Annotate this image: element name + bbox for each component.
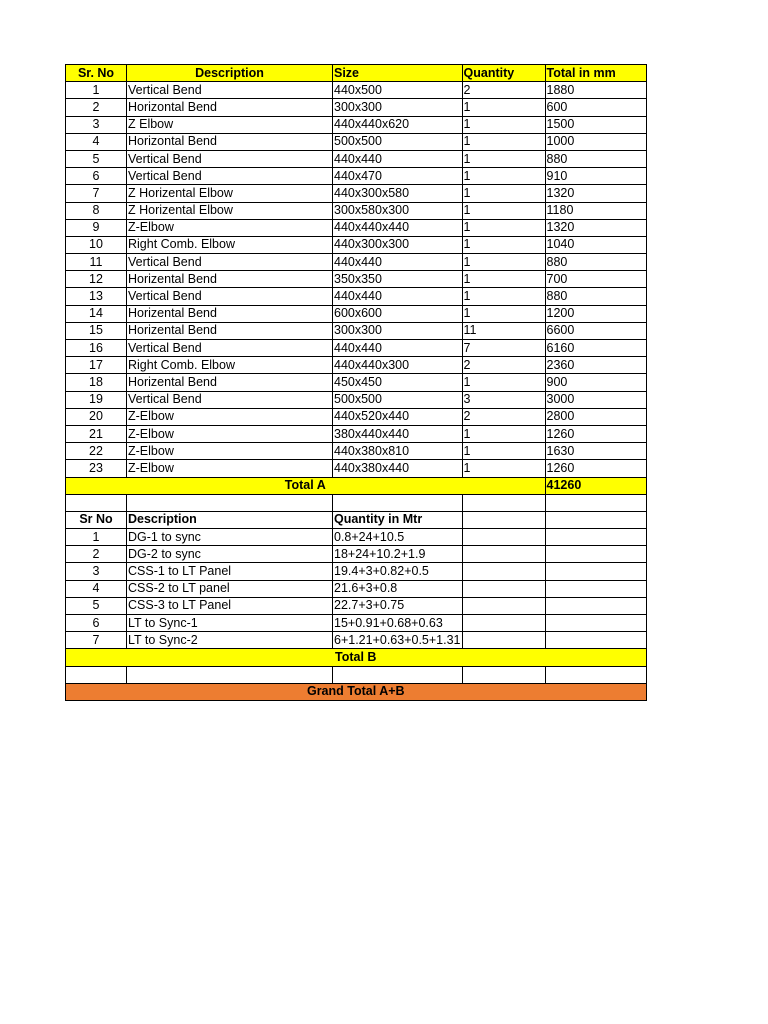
description-cell[interactable]: Horizontal Bend: [127, 99, 333, 116]
description-cell[interactable]: DG-1 to sync: [127, 529, 333, 546]
quantity-cell[interactable]: 1: [462, 236, 545, 253]
quantity-mtr-cell[interactable]: 19.4+3+0.82+0.5: [333, 563, 463, 580]
description-cell[interactable]: Z Horizental Elbow: [127, 185, 333, 202]
total-mm-cell[interactable]: 1200: [545, 305, 646, 322]
sr-no-cell[interactable]: 17: [66, 357, 127, 374]
table-row: [66, 219, 647, 236]
quantity-cell[interactable]: 2: [462, 408, 545, 425]
quantity-mtr-cell[interactable]: 21.6+3+0.8: [333, 580, 463, 597]
description-cell[interactable]: CSS-3 to LT Panel: [127, 597, 333, 614]
table-row: [66, 546, 647, 563]
description-cell[interactable]: Horizental Bend: [127, 305, 333, 322]
description-cell[interactable]: Right Comb. Elbow: [127, 236, 333, 253]
table-row: [66, 460, 647, 477]
total-mm-cell[interactable]: 6160: [545, 340, 646, 357]
table-row: [66, 615, 647, 632]
description-cell[interactable]: Z-Elbow: [127, 408, 333, 425]
description-cell[interactable]: Horizontal Bend: [127, 133, 333, 150]
table-row: [66, 580, 647, 597]
total-mm-cell[interactable]: 1630: [545, 443, 646, 460]
sr-no-cell[interactable]: 5: [66, 150, 127, 167]
empty-cell[interactable]: [462, 529, 545, 546]
table-row: [66, 443, 647, 460]
empty-cell[interactable]: [545, 546, 646, 563]
empty-cell[interactable]: [462, 563, 545, 580]
description-cell[interactable]: Vertical Bend: [127, 254, 333, 271]
quantity-cell[interactable]: 1: [462, 219, 545, 236]
sr-no-cell[interactable]: 23: [66, 460, 127, 477]
table-row: [66, 99, 647, 116]
description-cell[interactable]: Vertical Bend: [127, 168, 333, 185]
sr-no-cell[interactable]: 4: [66, 133, 127, 150]
sr-no-cell[interactable]: 2: [66, 546, 127, 563]
quantity-mtr-cell[interactable]: 15+0.91+0.68+0.63: [333, 615, 463, 632]
description-cell[interactable]: LT to Sync-2: [127, 632, 333, 649]
size-cell[interactable]: 350x350: [333, 271, 463, 288]
empty-cell[interactable]: [462, 666, 545, 683]
total-mm-cell[interactable]: 1880: [545, 82, 646, 99]
total-mm-cell[interactable]: 1500: [545, 116, 646, 133]
quantity-cell[interactable]: 1: [462, 133, 545, 150]
empty-cell[interactable]: [462, 632, 545, 649]
header-cell[interactable]: Description: [127, 65, 333, 82]
quantity-mtr-cell[interactable]: 22.7+3+0.75: [333, 597, 463, 614]
quantity-cell[interactable]: 1: [462, 150, 545, 167]
quantity-cell[interactable]: 1: [462, 288, 545, 305]
size-cell[interactable]: 300x580x300: [333, 202, 463, 219]
table-row: [66, 116, 647, 133]
sr-no-cell[interactable]: 2: [66, 99, 127, 116]
size-cell[interactable]: 440x380x810: [333, 443, 463, 460]
total-mm-cell[interactable]: 1260: [545, 460, 646, 477]
table-row: [66, 597, 647, 614]
sr-no-cell[interactable]: 1: [66, 529, 127, 546]
quantity-mtr-cell[interactable]: 0.8+24+10.5: [333, 529, 463, 546]
size-cell[interactable]: 440x520x440: [333, 408, 463, 425]
header-cell[interactable]: Sr No: [66, 511, 127, 528]
sr-no-cell[interactable]: 22: [66, 443, 127, 460]
table-row: [66, 168, 647, 185]
sr-no-cell[interactable]: 3: [66, 116, 127, 133]
header-cell[interactable]: Sr. No: [66, 65, 127, 82]
quantity-cell[interactable]: 1: [462, 374, 545, 391]
empty-cell[interactable]: [462, 511, 545, 528]
total-b-row: [66, 649, 647, 666]
quantity-cell[interactable]: 1: [462, 305, 545, 322]
empty-cell[interactable]: [545, 597, 646, 614]
empty-cell[interactable]: [462, 597, 545, 614]
sr-no-cell[interactable]: 19: [66, 391, 127, 408]
total-a-row: [66, 477, 647, 494]
quantity-cell[interactable]: 1: [462, 185, 545, 202]
quantity-cell[interactable]: 1: [462, 425, 545, 442]
sr-no-cell[interactable]: 18: [66, 374, 127, 391]
sr-no-cell[interactable]: 12: [66, 271, 127, 288]
sr-no-cell[interactable]: 9: [66, 219, 127, 236]
description-cell[interactable]: Right Comb. Elbow: [127, 357, 333, 374]
quantity-cell[interactable]: 11: [462, 322, 545, 339]
sr-no-cell[interactable]: 1: [66, 82, 127, 99]
table-row: [66, 391, 647, 408]
quantity-cell[interactable]: 1: [462, 460, 545, 477]
table-row: [66, 357, 647, 374]
size-cell[interactable]: 440x380x440: [333, 460, 463, 477]
total-mm-cell[interactable]: 3000: [545, 391, 646, 408]
size-cell[interactable]: 440x440x440: [333, 219, 463, 236]
description-cell[interactable]: Vertical Bend: [127, 391, 333, 408]
quantity-cell[interactable]: 7: [462, 340, 545, 357]
total-mm-cell[interactable]: 880: [545, 254, 646, 271]
size-cell[interactable]: 440x440: [333, 254, 463, 271]
size-cell[interactable]: 440x440: [333, 288, 463, 305]
sr-no-cell[interactable]: 5: [66, 597, 127, 614]
sr-no-cell[interactable]: 6: [66, 615, 127, 632]
size-cell[interactable]: 450x450: [333, 374, 463, 391]
table-row: [66, 305, 647, 322]
table-row: [66, 288, 647, 305]
total-mm-cell[interactable]: 2800: [545, 408, 646, 425]
empty-cell[interactable]: [333, 494, 463, 511]
size-cell[interactable]: 500x500: [333, 391, 463, 408]
description-cell[interactable]: Vertical Bend: [127, 150, 333, 167]
total-b-label[interactable]: Total B: [66, 649, 647, 666]
table-row: [66, 254, 647, 271]
description-cell[interactable]: CSS-2 to LT panel: [127, 580, 333, 597]
sr-no-cell[interactable]: 14: [66, 305, 127, 322]
sr-no-cell[interactable]: 20: [66, 408, 127, 425]
empty-cell[interactable]: [333, 666, 463, 683]
total-mm-cell[interactable]: 6600: [545, 322, 646, 339]
description-cell[interactable]: Z Elbow: [127, 116, 333, 133]
spreadsheet-table: [65, 64, 647, 701]
quantity-cell[interactable]: 1: [462, 202, 545, 219]
description-cell[interactable]: CSS-1 to LT Panel: [127, 563, 333, 580]
description-cell[interactable]: Z-Elbow: [127, 460, 333, 477]
sr-no-cell[interactable]: 6: [66, 168, 127, 185]
total-mm-cell[interactable]: 900: [545, 374, 646, 391]
table-row: [66, 133, 647, 150]
empty-cell[interactable]: [545, 632, 646, 649]
header-cell[interactable]: Total in mm: [545, 65, 646, 82]
quantity-cell[interactable]: 2: [462, 357, 545, 374]
total-mm-cell[interactable]: 1180: [545, 202, 646, 219]
sr-no-cell[interactable]: 8: [66, 202, 127, 219]
empty-cell[interactable]: [462, 615, 545, 632]
total-mm-cell[interactable]: 2360: [545, 357, 646, 374]
header-row-a: [66, 65, 647, 82]
description-cell[interactable]: Vertical Bend: [127, 288, 333, 305]
total-mm-cell[interactable]: 1320: [545, 219, 646, 236]
header-cell[interactable]: Quantity in Mtr: [333, 511, 463, 528]
size-cell[interactable]: 440x440x620: [333, 116, 463, 133]
blank-row: [66, 494, 647, 511]
description-cell[interactable]: Horizental Bend: [127, 271, 333, 288]
size-cell[interactable]: 440x440: [333, 150, 463, 167]
size-cell[interactable]: 440x440x300: [333, 357, 463, 374]
empty-cell[interactable]: [462, 580, 545, 597]
quantity-mtr-cell[interactable]: 18+24+10.2+1.9: [333, 546, 463, 563]
table-row: [66, 185, 647, 202]
quantity-cell[interactable]: 1: [462, 116, 545, 133]
empty-cell[interactable]: [545, 615, 646, 632]
description-cell[interactable]: LT to Sync-1: [127, 615, 333, 632]
table-row: [66, 340, 647, 357]
quantity-cell[interactable]: 1: [462, 168, 545, 185]
header-cell[interactable]: Size: [333, 65, 463, 82]
total-mm-cell[interactable]: 1000: [545, 133, 646, 150]
empty-cell[interactable]: [545, 666, 646, 683]
quantity-mtr-cell[interactable]: 6+1.21+0.63+0.5+1.31: [333, 632, 463, 649]
empty-cell[interactable]: [462, 494, 545, 511]
sr-no-cell[interactable]: 7: [66, 632, 127, 649]
description-cell[interactable]: DG-2 to sync: [127, 546, 333, 563]
description-cell[interactable]: Horizental Bend: [127, 374, 333, 391]
size-cell[interactable]: 600x600: [333, 305, 463, 322]
table-row: [66, 374, 647, 391]
table-row: [66, 202, 647, 219]
quantity-cell[interactable]: 1: [462, 99, 545, 116]
description-cell[interactable]: Z-Elbow: [127, 219, 333, 236]
sr-no-cell[interactable]: 13: [66, 288, 127, 305]
empty-cell[interactable]: [545, 511, 646, 528]
sr-no-cell[interactable]: 16: [66, 340, 127, 357]
table-row: [66, 271, 647, 288]
size-cell[interactable]: 440x440: [333, 340, 463, 357]
table-row: [66, 529, 647, 546]
quantity-cell[interactable]: 3: [462, 391, 545, 408]
empty-cell[interactable]: [545, 494, 646, 511]
size-cell[interactable]: 440x470: [333, 168, 463, 185]
quantity-cell[interactable]: 2: [462, 82, 545, 99]
spreadsheet-body: [66, 65, 647, 701]
grand-total-row: [66, 683, 647, 700]
total-a-label[interactable]: Total A: [66, 477, 546, 494]
description-cell[interactable]: Vertical Bend: [127, 340, 333, 357]
header-cell[interactable]: Quantity: [462, 65, 545, 82]
empty-cell[interactable]: [545, 563, 646, 580]
size-cell[interactable]: 500x500: [333, 133, 463, 150]
sr-no-cell[interactable]: 4: [66, 580, 127, 597]
sr-no-cell[interactable]: 3: [66, 563, 127, 580]
description-cell[interactable]: Z-Elbow: [127, 443, 333, 460]
grand-total-label[interactable]: Grand Total A+B: [66, 683, 647, 700]
table-row: [66, 236, 647, 253]
empty-cell[interactable]: [66, 494, 127, 511]
quantity-cell[interactable]: 1: [462, 271, 545, 288]
total-mm-cell[interactable]: 700: [545, 271, 646, 288]
size-cell[interactable]: 440x300x300: [333, 236, 463, 253]
table-row: [66, 82, 647, 99]
empty-cell[interactable]: [545, 580, 646, 597]
table-row: [66, 150, 647, 167]
description-cell[interactable]: Z-Elbow: [127, 425, 333, 442]
header-row-b: [66, 511, 647, 528]
sr-no-cell[interactable]: 7: [66, 185, 127, 202]
size-cell[interactable]: 380x440x440: [333, 425, 463, 442]
description-cell[interactable]: Z Horizental Elbow: [127, 202, 333, 219]
sr-no-cell[interactable]: 10: [66, 236, 127, 253]
description-cell[interactable]: Horizental Bend: [127, 322, 333, 339]
total-a-value[interactable]: 41260: [545, 477, 646, 494]
empty-cell[interactable]: [127, 666, 333, 683]
quantity-cell[interactable]: 1: [462, 254, 545, 271]
empty-cell[interactable]: [127, 494, 333, 511]
table-row: [66, 425, 647, 442]
quantity-cell[interactable]: 1: [462, 443, 545, 460]
size-cell[interactable]: 300x300: [333, 99, 463, 116]
size-cell[interactable]: 440x500: [333, 82, 463, 99]
blank-row: [66, 666, 647, 683]
total-mm-cell[interactable]: 600: [545, 99, 646, 116]
total-mm-cell[interactable]: 1320: [545, 185, 646, 202]
table-row: [66, 408, 647, 425]
description-cell[interactable]: Vertical Bend: [127, 82, 333, 99]
total-mm-cell[interactable]: 880: [545, 150, 646, 167]
size-cell[interactable]: 440x300x580: [333, 185, 463, 202]
size-cell[interactable]: 300x300: [333, 322, 463, 339]
empty-cell[interactable]: [462, 546, 545, 563]
sr-no-cell[interactable]: 11: [66, 254, 127, 271]
total-mm-cell[interactable]: 1040: [545, 236, 646, 253]
table-row: [66, 563, 647, 580]
table-row: [66, 322, 647, 339]
sr-no-cell[interactable]: 15: [66, 322, 127, 339]
table-row: [66, 632, 647, 649]
sr-no-cell[interactable]: 21: [66, 425, 127, 442]
header-cell[interactable]: Description: [127, 511, 333, 528]
total-mm-cell[interactable]: 910: [545, 168, 646, 185]
total-mm-cell[interactable]: 880: [545, 288, 646, 305]
empty-cell[interactable]: [545, 529, 646, 546]
total-mm-cell[interactable]: 1260: [545, 425, 646, 442]
empty-cell[interactable]: [66, 666, 127, 683]
